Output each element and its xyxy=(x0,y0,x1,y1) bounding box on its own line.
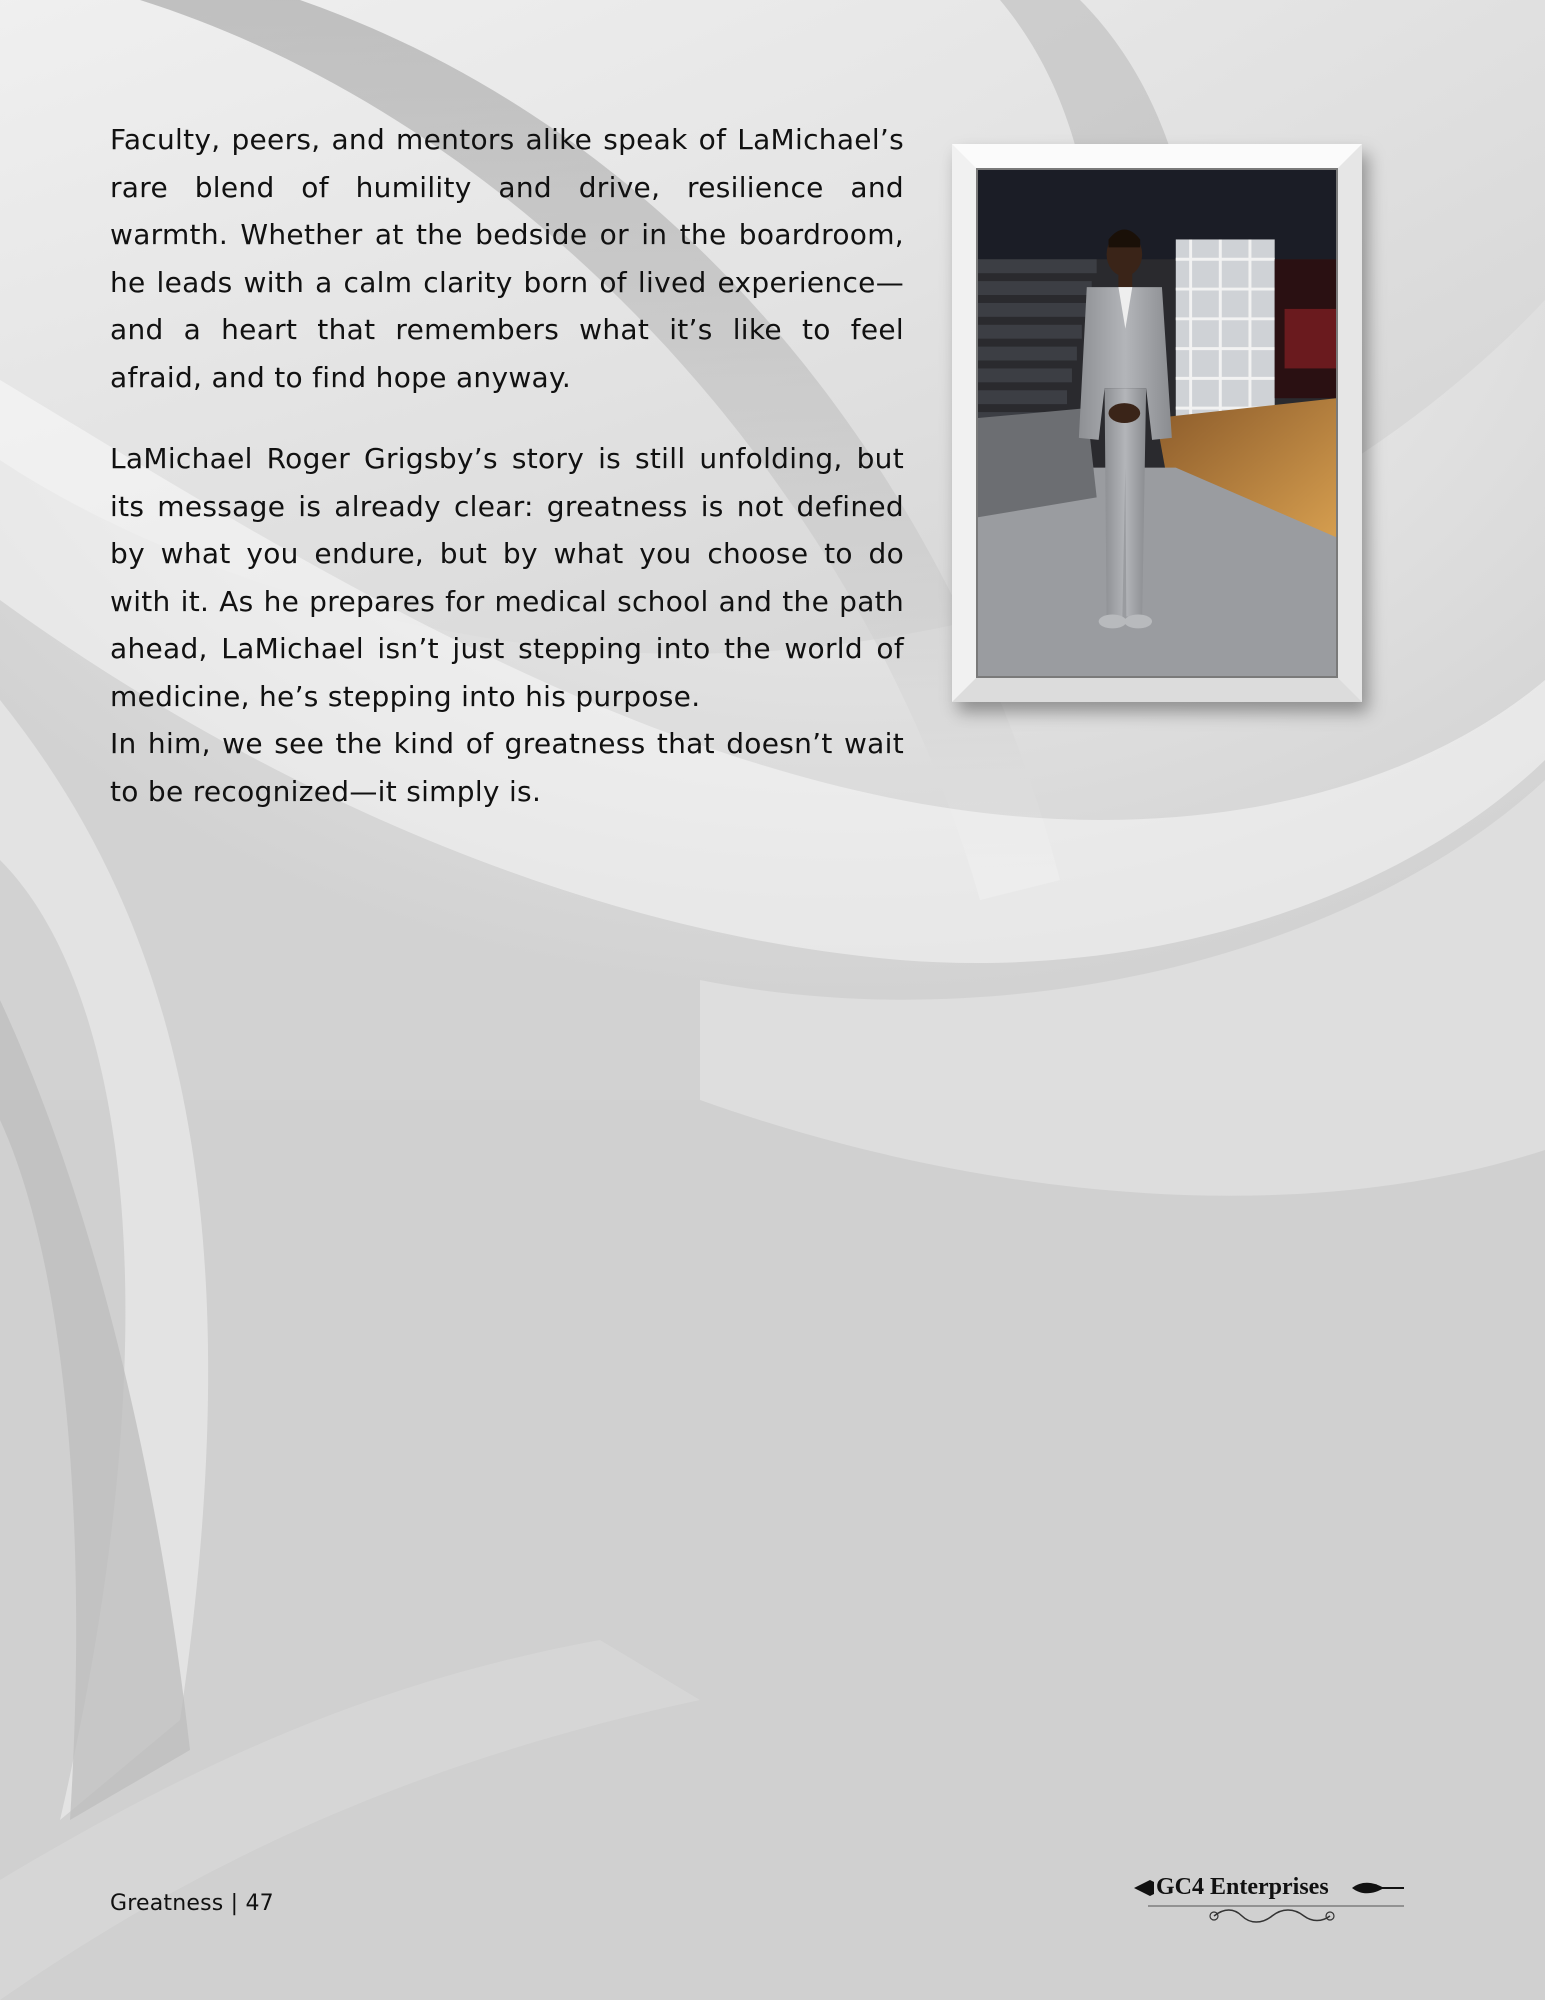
photo-frame xyxy=(952,144,1362,702)
paragraph-2: LaMichael Roger Grigsby’s story is still unfolding, but its message is already clear: greatness is not defined by what you endure, but by what you choose to do with it. As he prepares for medical school and the path ahead, LaMichael isn’t just stepping into the world of medicine, he’s stepping into his purpose. xyxy=(110,442,904,713)
portrait-photo xyxy=(976,168,1338,678)
logo-text: GC4 Enterprises xyxy=(1156,1874,1329,1900)
page-label: Greatness | 47 xyxy=(110,1891,274,1916)
paragraph-3: In him, we see the kind of greatness that doesn’t wait to be recognized—it simply is. xyxy=(110,727,904,808)
article-text xyxy=(110,116,904,815)
gc4-logo xyxy=(1134,1872,1414,1932)
paragraph-1: Faculty, peers, and mentors alike speak of LaMichael’s rare blend of humility and drive, resilience and warmth. Whether at the bedside or in the boardroom, he leads with a calm clarity born of lived experience—and a heart that remembers what it’s like to feel afraid, and to find hope anyway. xyxy=(110,123,904,394)
